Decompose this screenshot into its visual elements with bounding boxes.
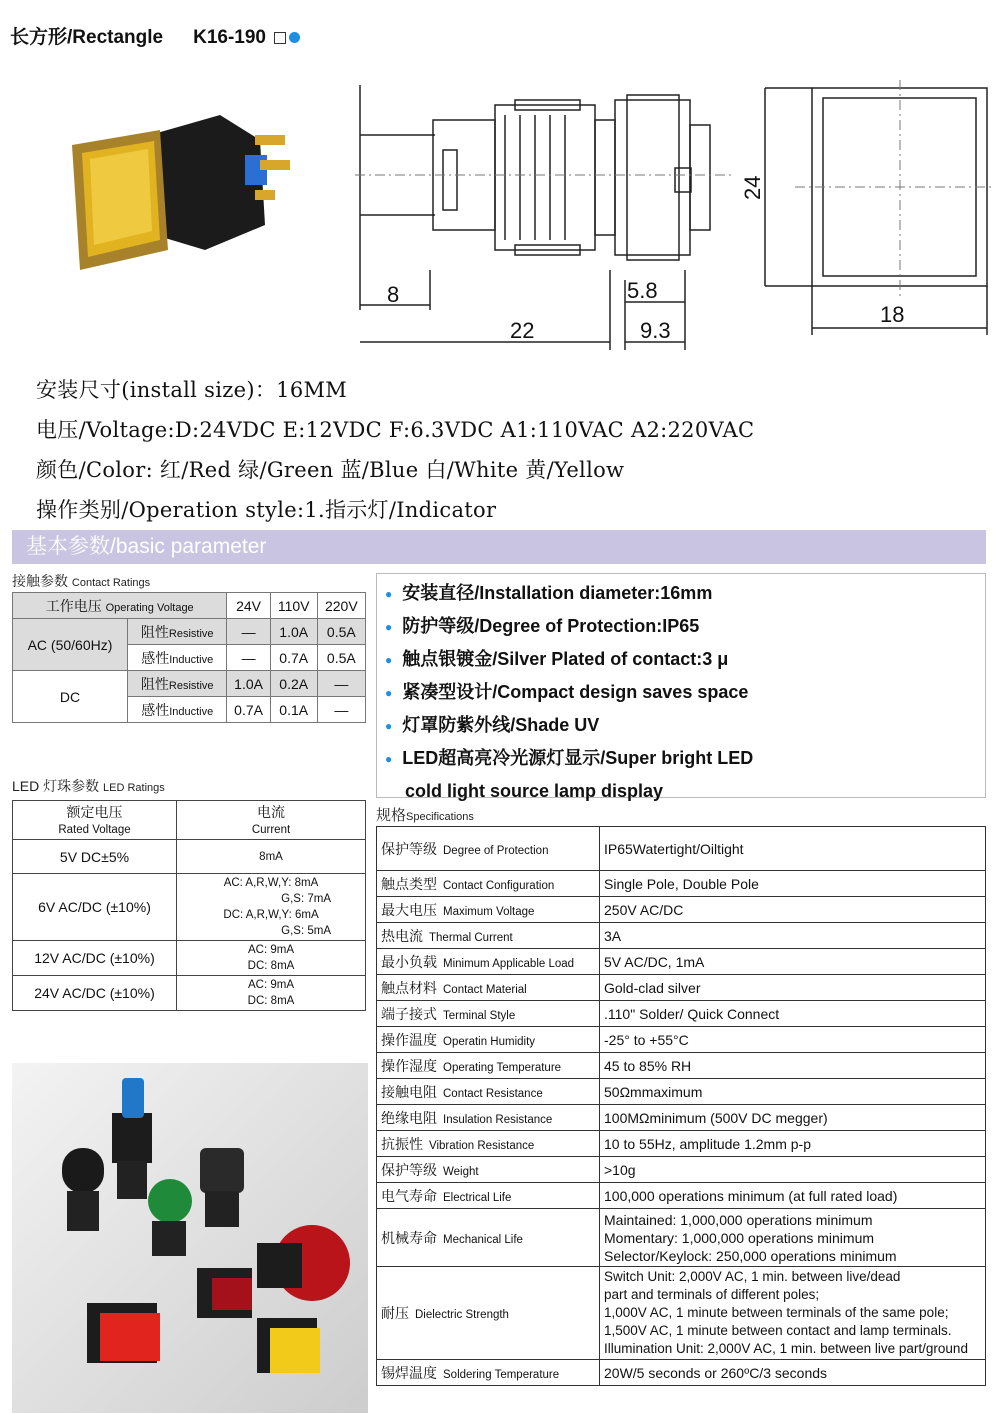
table-row <box>377 923 986 949</box>
feature-text: 触点银镀金/Silver Plated of contact:3 μ <box>402 649 729 669</box>
spec-key-en: Vibration Resistance <box>429 1139 535 1152</box>
specifications-label <box>376 804 474 825</box>
features-box <box>376 573 986 801</box>
spec-key-cn: 锡焊温度 <box>381 1364 437 1381</box>
spec-key <box>377 1267 600 1360</box>
spec-key-en: Operatin Humidity <box>443 1035 536 1048</box>
table-row <box>377 897 986 923</box>
feature-item <box>385 577 985 610</box>
table-row <box>377 1360 986 1386</box>
spec-value <box>600 1157 986 1183</box>
spec-value <box>600 827 986 871</box>
spec-value-line: 1,000V AC, 1 minute between terminals of the same pole; <box>604 1305 949 1320</box>
spec-value-line: 250V AC/DC <box>604 901 684 918</box>
spec-value <box>600 1183 986 1209</box>
spec-value <box>600 1001 986 1027</box>
feature-item <box>385 709 985 742</box>
ind-en: Inductive <box>169 653 214 666</box>
spec-key <box>377 1360 600 1386</box>
spec-value-line: Momentary: 1,000,000 operations minimum <box>604 1229 875 1246</box>
table-row <box>377 1053 986 1079</box>
ind-cn: 感性 <box>141 649 170 666</box>
op-voltage-header <box>13 593 227 619</box>
feature-item-continued: cold light source lamp display <box>405 781 664 801</box>
title-text: 长方形/Rectangle <box>10 27 164 48</box>
technical-drawing <box>355 80 995 350</box>
ac-resistive <box>128 619 227 645</box>
cell: 0.5A <box>317 619 365 645</box>
feature-text: 安装直径/Installation diameter:16mm <box>402 583 713 603</box>
dc-inductive <box>128 697 227 723</box>
dc-label: DC <box>13 671 128 723</box>
led-label-en: LED Ratings <box>103 782 165 794</box>
table-row <box>13 941 366 976</box>
contact-ratings-table <box>12 592 366 723</box>
spec-key-en: Mechanical Life <box>443 1233 523 1246</box>
spec-key <box>377 1209 600 1267</box>
spec-key-en: Contact Material <box>443 983 527 996</box>
cell: 1.0A <box>227 671 270 697</box>
spec-value-line: Selector/Keylock: 250,000 operations minimum <box>604 1247 897 1264</box>
h2-cn: 电流 <box>257 804 285 820</box>
table-row <box>377 1209 986 1267</box>
spec-key-en: Thermal Current <box>429 931 513 944</box>
table-row <box>377 1183 986 1209</box>
spec-value-line: .110" Solder/ Quick Connect <box>604 1005 780 1022</box>
spec-key-en: Contact Configuration <box>443 879 555 892</box>
spec-value-line: 3A <box>604 927 622 944</box>
spec-key-cn: 操作湿度 <box>381 1057 437 1074</box>
feature-item <box>385 742 985 775</box>
spec-value <box>600 1053 986 1079</box>
bullet-icon: ● <box>385 652 393 667</box>
feature-text: 紧凑型设计/Compact design saves space <box>402 682 749 702</box>
led-ratings-label <box>12 776 165 796</box>
spec-key-cn: 保护等级 <box>381 1161 437 1178</box>
cell: 0.7A <box>270 645 317 671</box>
spec-key-cn: 绝缘电阻 <box>381 1109 437 1126</box>
spec-key-cn: 耐压 <box>381 1305 409 1321</box>
spec-key-en: Soldering Temperature <box>443 1368 560 1381</box>
cell: — <box>317 671 365 697</box>
spec-value <box>600 1105 986 1131</box>
res-en: Resistive <box>168 679 214 692</box>
table-row <box>377 1027 986 1053</box>
rated-voltage-header <box>13 801 177 840</box>
spec-key <box>377 975 600 1001</box>
res-en: Resistive <box>168 627 214 640</box>
current-cell <box>177 874 366 941</box>
spec-key-cn: 机械寿命 <box>381 1229 437 1246</box>
dc-resistive <box>128 671 227 697</box>
table-row <box>377 827 986 871</box>
spec-value <box>600 949 986 975</box>
spec-value <box>600 1267 986 1360</box>
current-line: AC: 9mA <box>247 944 294 956</box>
current-line: G,S: 5mA <box>281 925 331 937</box>
spec-key <box>377 1105 600 1131</box>
op-en: Operating Voltage <box>105 601 194 614</box>
spec-value-line: Illumination Unit: 2,000V AC, 1 min. between live part/ground <box>604 1341 968 1356</box>
table-row <box>13 801 366 840</box>
current-cell: 8mA <box>177 840 366 874</box>
cell: 0.2A <box>270 671 317 697</box>
spec-key-cn: 操作温度 <box>381 1031 437 1048</box>
table-row <box>13 619 366 645</box>
product-photo <box>60 95 300 285</box>
dim-5-8: 5.8 <box>627 278 658 303</box>
spec-value-line: 100,000 operations minimum (at full rated load) <box>604 1187 898 1204</box>
spec-key-en: Terminal Style <box>443 1009 516 1022</box>
res-cn: 阻性 <box>140 675 169 692</box>
spec-key-cn: 保护等级 <box>381 840 437 857</box>
current-cell <box>177 976 366 1011</box>
current-line: G,S: 7mA <box>281 893 331 905</box>
spec-value-line: >10g <box>604 1161 636 1178</box>
spec-value-line: Switch Unit: 2,000V AC, 1 min. between live/dead <box>604 1269 901 1284</box>
table-row <box>13 874 366 941</box>
ind-cn: 感性 <box>141 701 170 718</box>
model-number: K16-190 <box>193 27 266 48</box>
spec-key <box>377 949 600 975</box>
dim-8: 8 <box>387 282 400 307</box>
cell: 0.5A <box>317 645 365 671</box>
voltage-cell: 12V AC/DC (±10%) <box>13 941 177 976</box>
spec-value <box>600 1209 986 1267</box>
feature-item <box>385 610 985 643</box>
spec-key <box>377 1157 600 1183</box>
bullet-icon: ● <box>385 751 393 766</box>
spec-value <box>600 1131 986 1157</box>
product-family-photo <box>12 1063 368 1413</box>
voltage-line: 电压/Voltage:D:24VDC E:12VDC F:6.3VDC A1:110VAC A2:220VAC <box>36 418 755 442</box>
spec-value-line: IP65Watertight/Oiltight <box>604 840 744 857</box>
dim-22: 22 <box>510 318 535 343</box>
h2-en: Current <box>251 824 291 836</box>
led-ratings-table <box>12 800 366 1011</box>
table-row <box>13 671 366 697</box>
color-line: 颜色/Color: 红/Red 绿/Green 蓝/Blue 白/White 黄/Yellow <box>36 458 625 482</box>
spec-key-cn: 接触电阻 <box>381 1083 437 1100</box>
table-row <box>377 1079 986 1105</box>
ac-inductive <box>128 645 227 671</box>
spec-value-line: -25° to +55°C <box>604 1031 689 1048</box>
h1-cn: 额定电压 <box>66 804 123 820</box>
op-cn: 工作电压 <box>45 597 102 614</box>
feature-item <box>385 643 985 676</box>
spec-value <box>600 923 986 949</box>
contact-label-en: Contact Ratings <box>71 577 151 589</box>
voltage-cell: 5V DC±5% <box>13 840 177 874</box>
table-row <box>377 1131 986 1157</box>
spec-value-line: Maintained: 1,000,000 operations minimum <box>604 1211 873 1228</box>
dim-24: 24 <box>740 175 765 200</box>
bullet-icon: ● <box>385 685 393 700</box>
led-label-cn: LED 灯珠参数 <box>12 778 100 794</box>
spec-value-line: 50Ωmmaximum <box>604 1083 703 1100</box>
current-cell <box>177 941 366 976</box>
voltage-cell: 24V AC/DC (±10%) <box>13 976 177 1011</box>
voltage-cell: 6V AC/DC (±10%) <box>13 874 177 941</box>
table-row <box>13 593 366 619</box>
spec-value-line: 20W/5 seconds or 260ºC/3 seconds <box>604 1364 828 1381</box>
spec-value <box>600 897 986 923</box>
spec-value-line: 1,500V AC, 1 minute between contact and lamp terminals. <box>604 1323 952 1338</box>
contact-ratings-label <box>12 571 150 591</box>
specifications-table <box>376 826 986 1386</box>
spec-value <box>600 1360 986 1386</box>
spec-value <box>600 1079 986 1105</box>
install-size: 安装尺寸(install size)：16MM <box>36 378 348 402</box>
col-24v: 24V <box>227 593 270 619</box>
current-header <box>177 801 366 840</box>
spec-value-line: 10 to 55Hz, amplitude 1.2mm p-p <box>604 1135 811 1152</box>
spec-value-line: Gold-clad silver <box>604 979 701 996</box>
spec-key-en: Minimum Applicable Load <box>443 957 575 970</box>
spec-value <box>600 975 986 1001</box>
spec-label-en: Specifications <box>406 811 474 823</box>
spec-key-en: Contact Resistance <box>443 1087 543 1100</box>
table-row <box>377 1105 986 1131</box>
spec-key-cn: 电气寿命 <box>381 1187 437 1204</box>
spec-key-en: Dielectric Strength <box>415 1309 509 1321</box>
spec-key-cn: 抗振性 <box>381 1135 423 1152</box>
col-220v: 220V <box>317 593 365 619</box>
h1-en: Rated Voltage <box>58 824 131 836</box>
spec-key-en: Operating Temperature <box>443 1061 562 1074</box>
dim-18: 18 <box>880 302 905 327</box>
cell: — <box>317 697 365 723</box>
table-row <box>13 840 366 874</box>
table-row <box>377 949 986 975</box>
square-shape-icon <box>274 32 286 44</box>
spec-key <box>377 923 600 949</box>
spec-key <box>377 1183 600 1209</box>
feature-text: LED超高亮冷光源灯显示/Super bright LED <box>402 748 754 768</box>
spec-key-cn: 热电流 <box>381 927 423 944</box>
cell: — <box>227 619 270 645</box>
spec-key <box>377 1027 600 1053</box>
spec-label-cn: 规格 <box>376 807 407 824</box>
current-line: DC: 8mA <box>247 960 295 972</box>
spec-key-en: Insulation Resistance <box>443 1113 553 1126</box>
table-row <box>377 1267 986 1360</box>
spec-value <box>600 1027 986 1053</box>
current-line: DC: A,R,W,Y: 6mA <box>223 909 319 921</box>
spec-key <box>377 871 600 897</box>
spec-key <box>377 1053 600 1079</box>
page-title <box>10 22 300 49</box>
contact-label-cn: 接触参数 <box>12 573 68 589</box>
table-row <box>377 871 986 897</box>
cell: 1.0A <box>270 619 317 645</box>
spec-value <box>600 871 986 897</box>
spec-value-line: Single Pole, Double Pole <box>604 875 759 892</box>
cell: 0.7A <box>227 697 270 723</box>
feature-item <box>385 676 985 709</box>
table-row <box>377 975 986 1001</box>
spec-key <box>377 827 600 871</box>
current-line: AC: A,R,W,Y: 8mA <box>223 877 319 889</box>
ac-label: AC (50/60Hz) <box>13 619 128 671</box>
feature-text: 灯罩防紫外线/Shade UV <box>402 715 600 735</box>
bullet-icon: ● <box>385 619 393 634</box>
dim-9-3: 9.3 <box>640 318 671 343</box>
spec-key-en: Maximum Voltage <box>443 905 535 918</box>
spec-key <box>377 1001 600 1027</box>
spec-key-en: Weight <box>443 1165 479 1178</box>
col-110v: 110V <box>270 593 317 619</box>
spec-key-en: Degree of Protection <box>443 844 549 857</box>
table-row <box>377 1001 986 1027</box>
spec-key <box>377 897 600 923</box>
feature-text: 防护等级/Degree of Protection:IP65 <box>402 616 700 636</box>
table-row <box>377 1157 986 1183</box>
current-line: DC: 8mA <box>247 995 295 1007</box>
section-bar-basic-parameter: 基本参数/basic parameter <box>12 530 986 564</box>
spec-value-line: 5V AC/DC, 1mA <box>604 953 705 970</box>
res-cn: 阻性 <box>140 623 169 640</box>
bullet-icon: ● <box>385 718 393 733</box>
spec-value-line: 100MΩminimum (500V DC megger) <box>604 1109 828 1126</box>
table-row <box>13 976 366 1011</box>
cell: 0.1A <box>270 697 317 723</box>
bullet-icon: ● <box>385 586 393 601</box>
spec-key-cn: 触点类型 <box>381 875 437 892</box>
spec-value-line: part and terminals of different poles; <box>604 1287 820 1302</box>
spec-key <box>377 1079 600 1105</box>
spec-key-cn: 端子接式 <box>381 1005 437 1022</box>
current-line: AC: 9mA <box>247 979 294 991</box>
blue-dot-icon <box>289 32 300 43</box>
operation-line: 操作类别/Operation style:1.指示灯/Indicator <box>36 498 497 522</box>
spec-key-cn: 最小负载 <box>381 953 437 970</box>
spec-key-cn: 触点材料 <box>381 979 437 996</box>
spec-key <box>377 1131 600 1157</box>
ind-en: Inductive <box>169 705 214 718</box>
cell: — <box>227 645 270 671</box>
spec-key-cn: 最大电压 <box>381 901 437 918</box>
spec-key-en: Electrical Life <box>443 1191 512 1204</box>
spec-value-line: 45 to 85% RH <box>604 1057 692 1074</box>
